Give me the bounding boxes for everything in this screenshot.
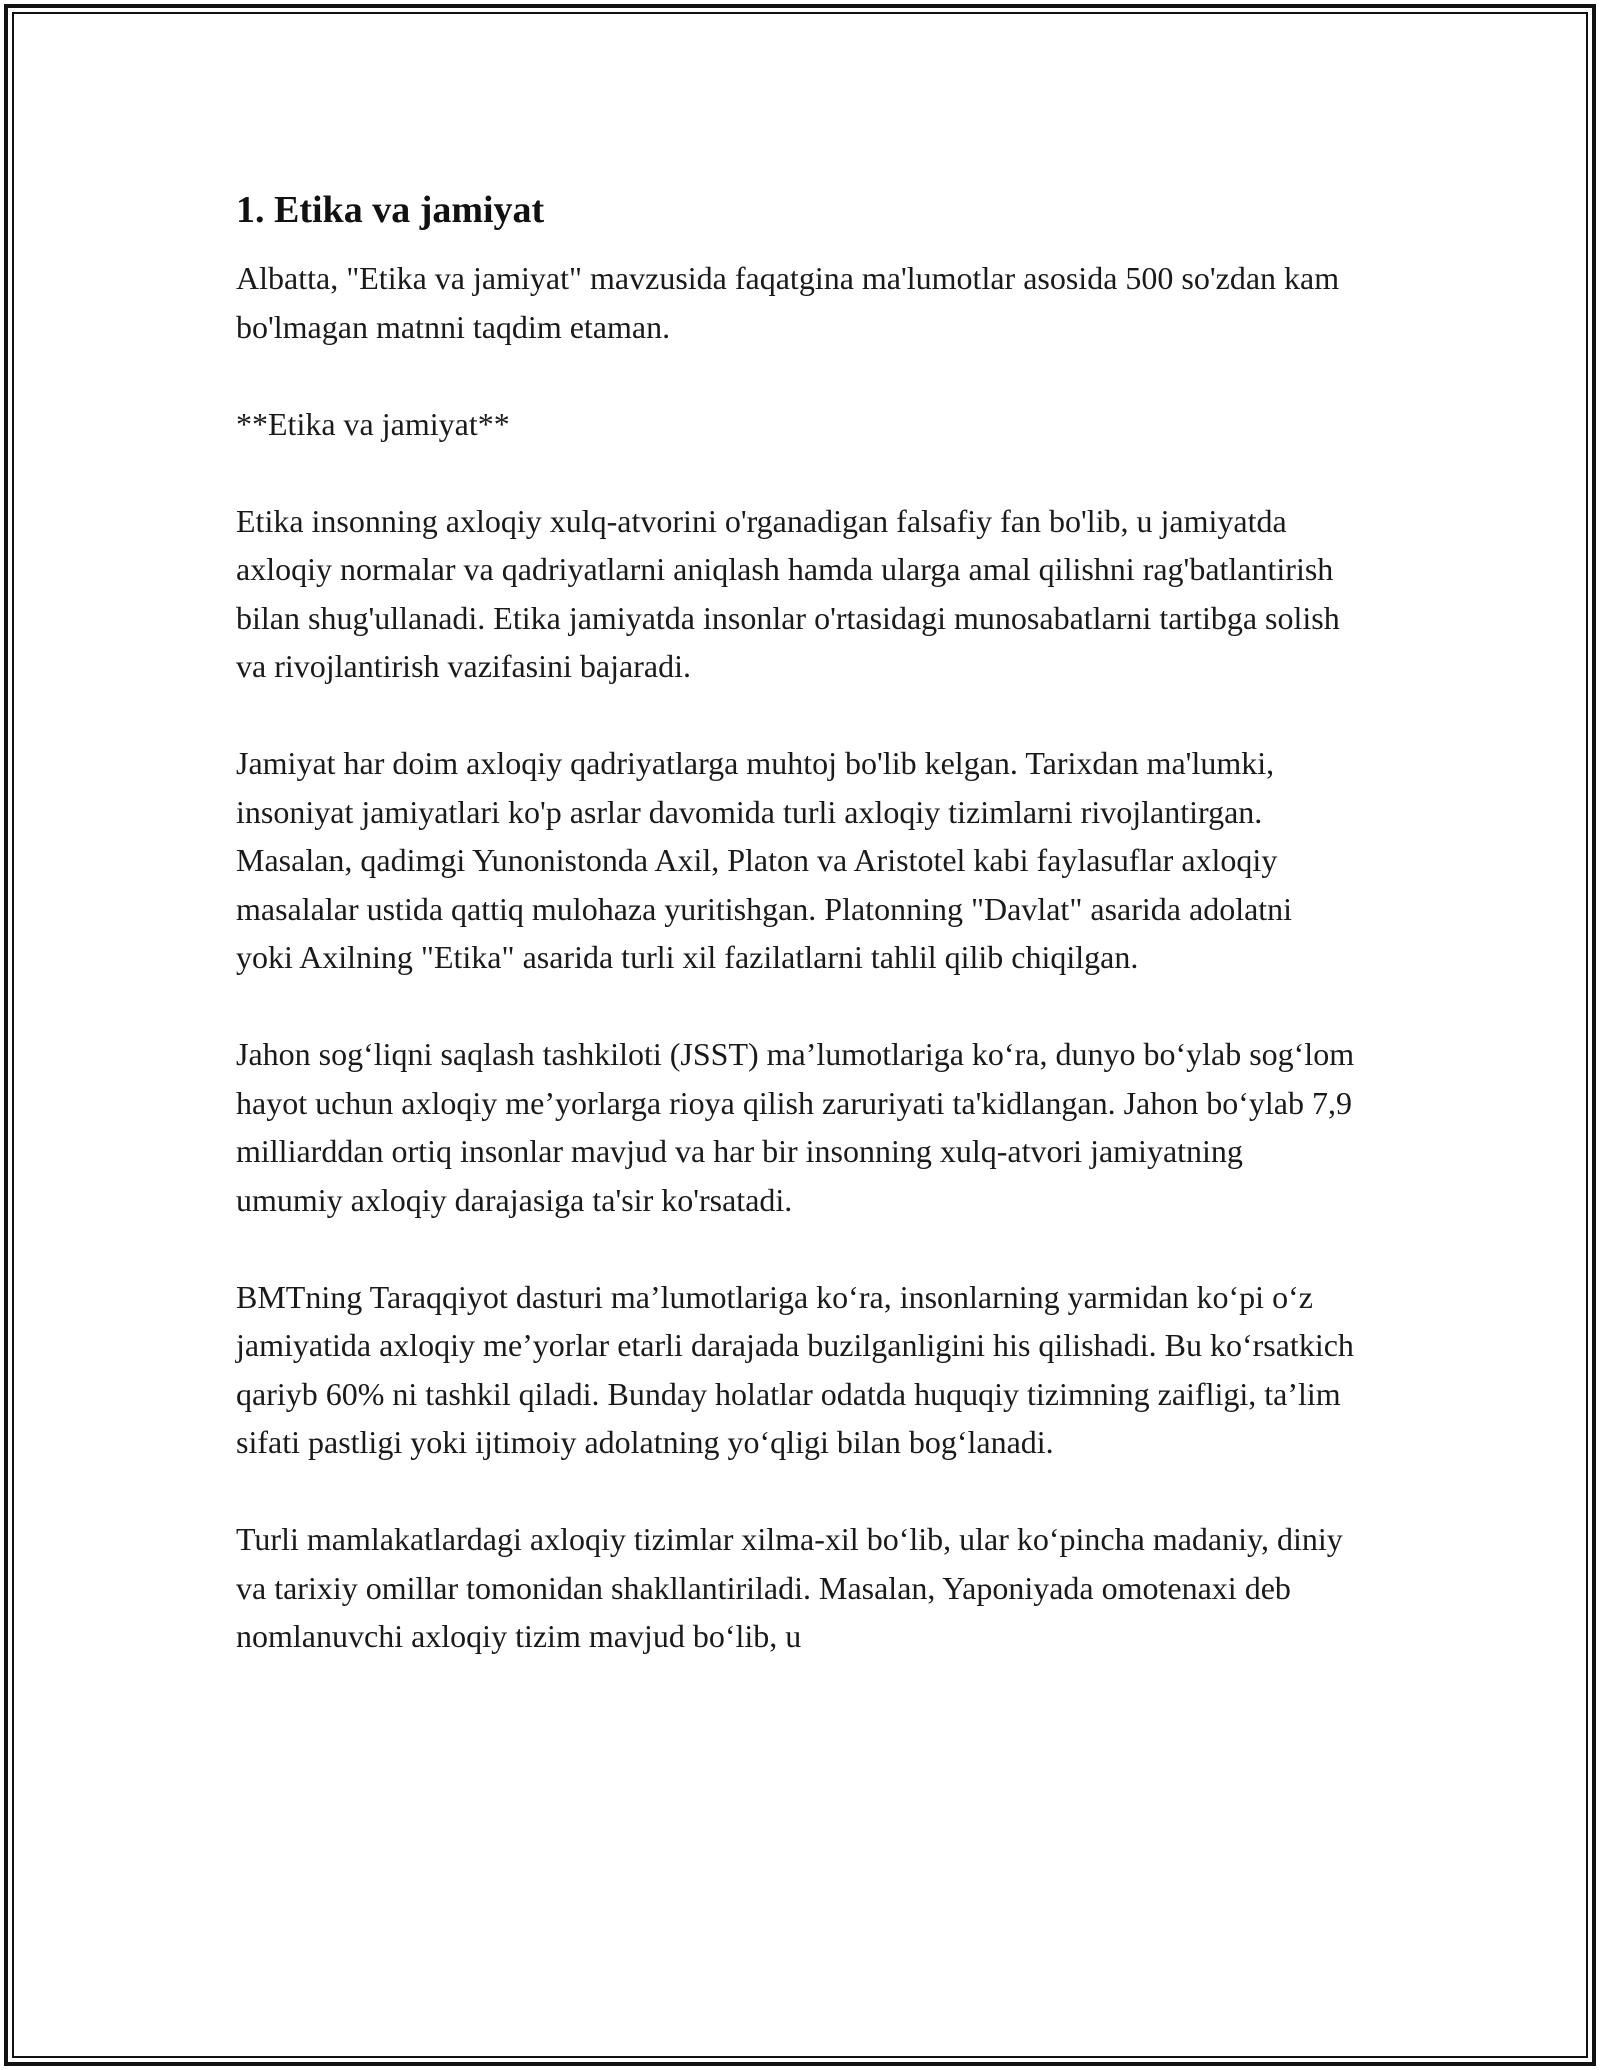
section-heading: 1. Etika va jamiyat <box>236 189 545 231</box>
paragraph-undp: BMTning Taraqqiyot dasturi ma’lumotlariga ko‘ra, insonlarning yarmidan ko‘pi o‘z jamiyatida axloqiy me’yorlar etarli darajada buzilganligini his qilishadi. Bu ko‘rsatkich qariyb 60% ni tashkil qiladi. Bunday holatlar odatda huquqiy tizimning zaifligi, ta’lim sifati pastligi yoki ijtimoiy adolatning yo‘qligi bilan bog‘lanadi. <box>236 1278 1354 1460</box>
document-body <box>236 186 1356 1709</box>
paragraph-intro: Albatta, "Etika va jamiyat" mavzusida faqatgina ma'lumotlar asosida 500 so'zdan kam bo'lmagan matnni taqdim etaman. <box>236 260 1340 345</box>
paragraph-who: Jahon sog‘liqni saqlash tashkiloti (JSST) ma’lumotlariga ko‘ra, dunyo bo‘ylab sog‘lom hayot uchun axloqiy me’yorlarga rioya qilish zaruriyati ta'kidlangan. Jahon bo‘ylab 7,9 milliarddan ortiq insonlar mavjud va har bir insonning xulq-atvori jamiyatning umumiy axloqiy darajasiga ta'sir ko'rsatadi. <box>236 1036 1355 1218</box>
paragraph-definition: Etika insonning axloqiy xulq-atvorini o'rganadigan falsafiy fan bo'lib, u jamiyatda axloqiy normalar va qadriyatlarni aniqlash hamda ularga amal qilishni rag'batlantirish bilan shug'ullanadi. Etika jamiyatda insonlar o'rtasidagi munosabatlarni tartibga solish va rivojlantirish vazifasini bajaradi. <box>236 502 1340 684</box>
paragraph-history: Jamiyat har doim axloqiy qadriyatlarga muhtoj bo'lib kelgan. Tarixdan ma'lumki, insoniyat jamiyatlari ko'p asrlar davomida turli axloqiy tizimlarni rivojlantirgan. Masalan, qadimgi Yunonistonda Axil, Platon va Aristotel kabi faylasuflar axloqiy masalalar ustida qattiq mulohaza yuritishgan. Platonning "Davlat" asarida adolatni yoki Axilning "Etika" asarida turli xil fazilatlarni tahlil qilib chiqilgan. <box>236 745 1293 975</box>
paragraph-countries: Turli mamlakatlardagi axloqiy tizimlar xilma-xil bo‘lib, ular ko‘pincha madaniy, diniy va tarixiy omillar tomonidan shakllantiriladi. Masalan, Yaponiyada omotenaxi deb nomlanuvchi axloqiy tizim mavjud bo‘lib, u <box>236 1521 1343 1654</box>
paragraph-subtitle: **Etika va jamiyat** <box>236 405 510 442</box>
